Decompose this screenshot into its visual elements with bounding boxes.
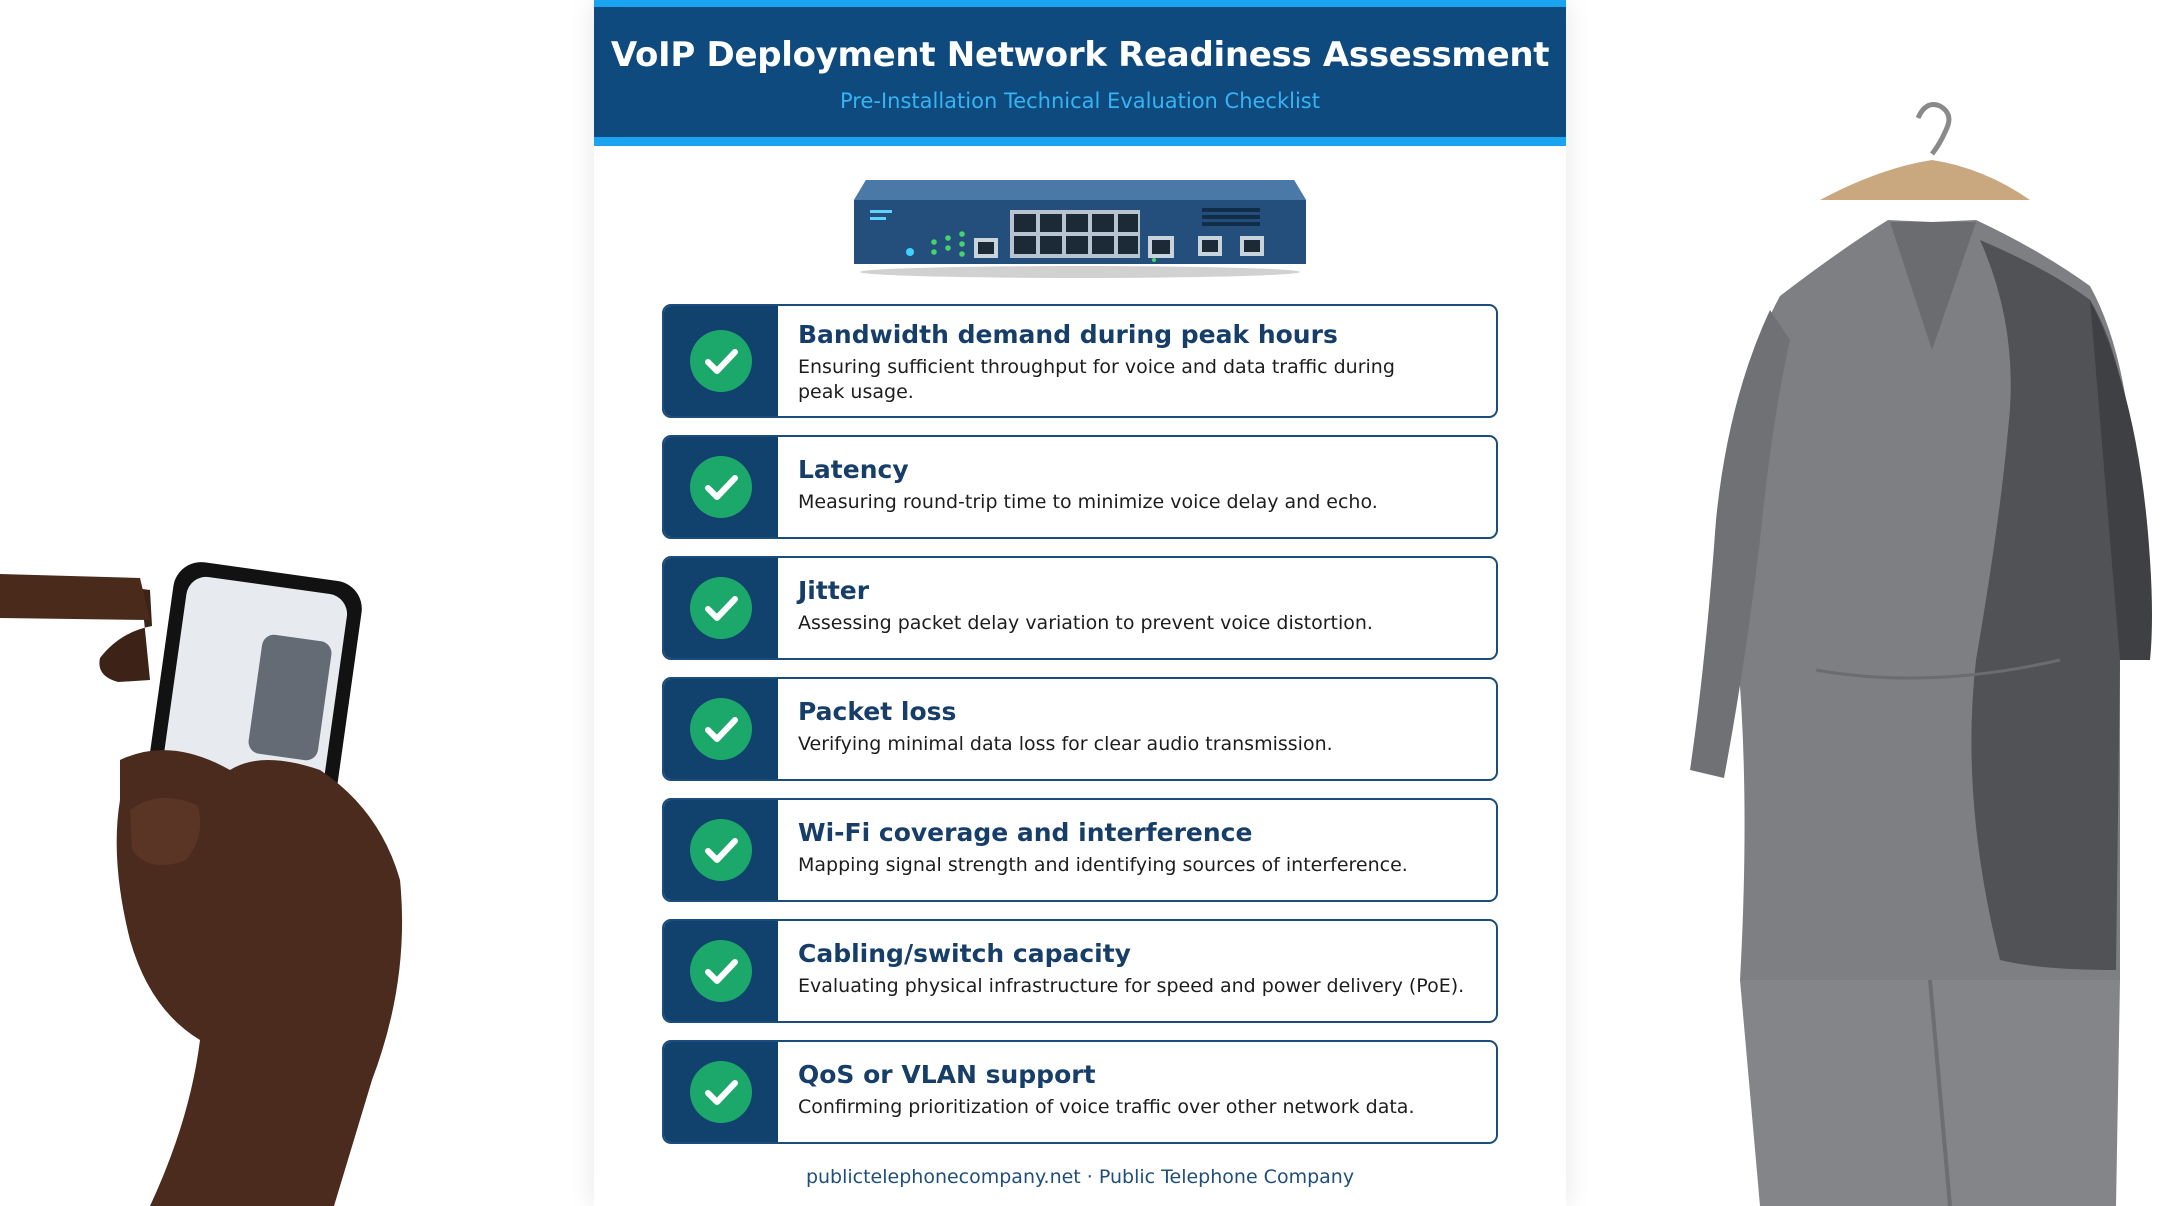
phone-hand-photo [0,560,420,1206]
checkmark-icon [690,456,752,518]
suit-on-hanger-photo [1620,100,2160,1206]
item-tab [664,800,778,900]
item-text [798,816,1466,878]
checkmark-icon [690,819,752,881]
item-description: Verifying minimal data loss for clear audio transmission. [798,733,1333,755]
item-description: Mapping signal strength and identifying sources of interference. [798,854,1408,876]
item-tab [664,437,778,537]
item-description: Assessing packet delay variation to prevent voice distortion. [798,612,1373,634]
item-title: QoS or VLAN support [798,1060,1096,1089]
document-title: VoIP Deployment Network Readiness Assessment [610,35,1550,75]
checklist-item [662,677,1498,781]
checklist-document [594,0,1566,1206]
item-text [798,937,1466,999]
checklist-item [662,1040,1498,1144]
item-description: Evaluating physical infrastructure for speed and power delivery (PoE). [798,975,1465,997]
document-footer[interactable]: publictelephonecompany.net · Public Telephone Company [805,1166,1355,1188]
checklist-item [662,435,1498,539]
checklist-item [662,304,1498,418]
checkmark-icon [690,698,752,760]
checklist-item [662,556,1498,660]
item-tab [664,558,778,658]
item-text [798,318,1466,405]
item-title: Bandwidth demand during peak hours [798,320,1338,349]
checkmark-icon [690,1061,752,1123]
item-tab [664,921,778,1021]
item-title: Jitter [798,576,870,605]
item-description: Measuring round-trip time to minimize voice delay and echo. [798,491,1378,513]
item-title: Wi-Fi coverage and interference [798,818,1253,847]
checkmark-icon [690,940,752,1002]
item-description: Ensuring sufficient throughput for voice and data traffic during peak usage. [798,356,1395,403]
item-tab [664,1042,778,1142]
item-description: Confirming prioritization of voice traffic over other network data. [798,1096,1415,1118]
item-tab [664,679,778,779]
item-text [798,574,1466,636]
document-subtitle: Pre-Installation Technical Evaluation Checklist [840,89,1320,113]
checkmark-icon [690,577,752,639]
item-title: Cabling/switch capacity [798,939,1131,968]
item-title: Latency [798,455,909,484]
document-header [594,0,1566,146]
checklist-item [662,798,1498,902]
item-text [798,695,1466,757]
checklist [662,304,1498,1161]
item-tab [664,306,778,416]
network-switch-illustration [852,172,1308,282]
checkmark-icon [690,330,752,392]
item-text [798,453,1466,515]
checklist-item [662,919,1498,1023]
item-title: Packet loss [798,697,957,726]
item-text [798,1058,1466,1120]
